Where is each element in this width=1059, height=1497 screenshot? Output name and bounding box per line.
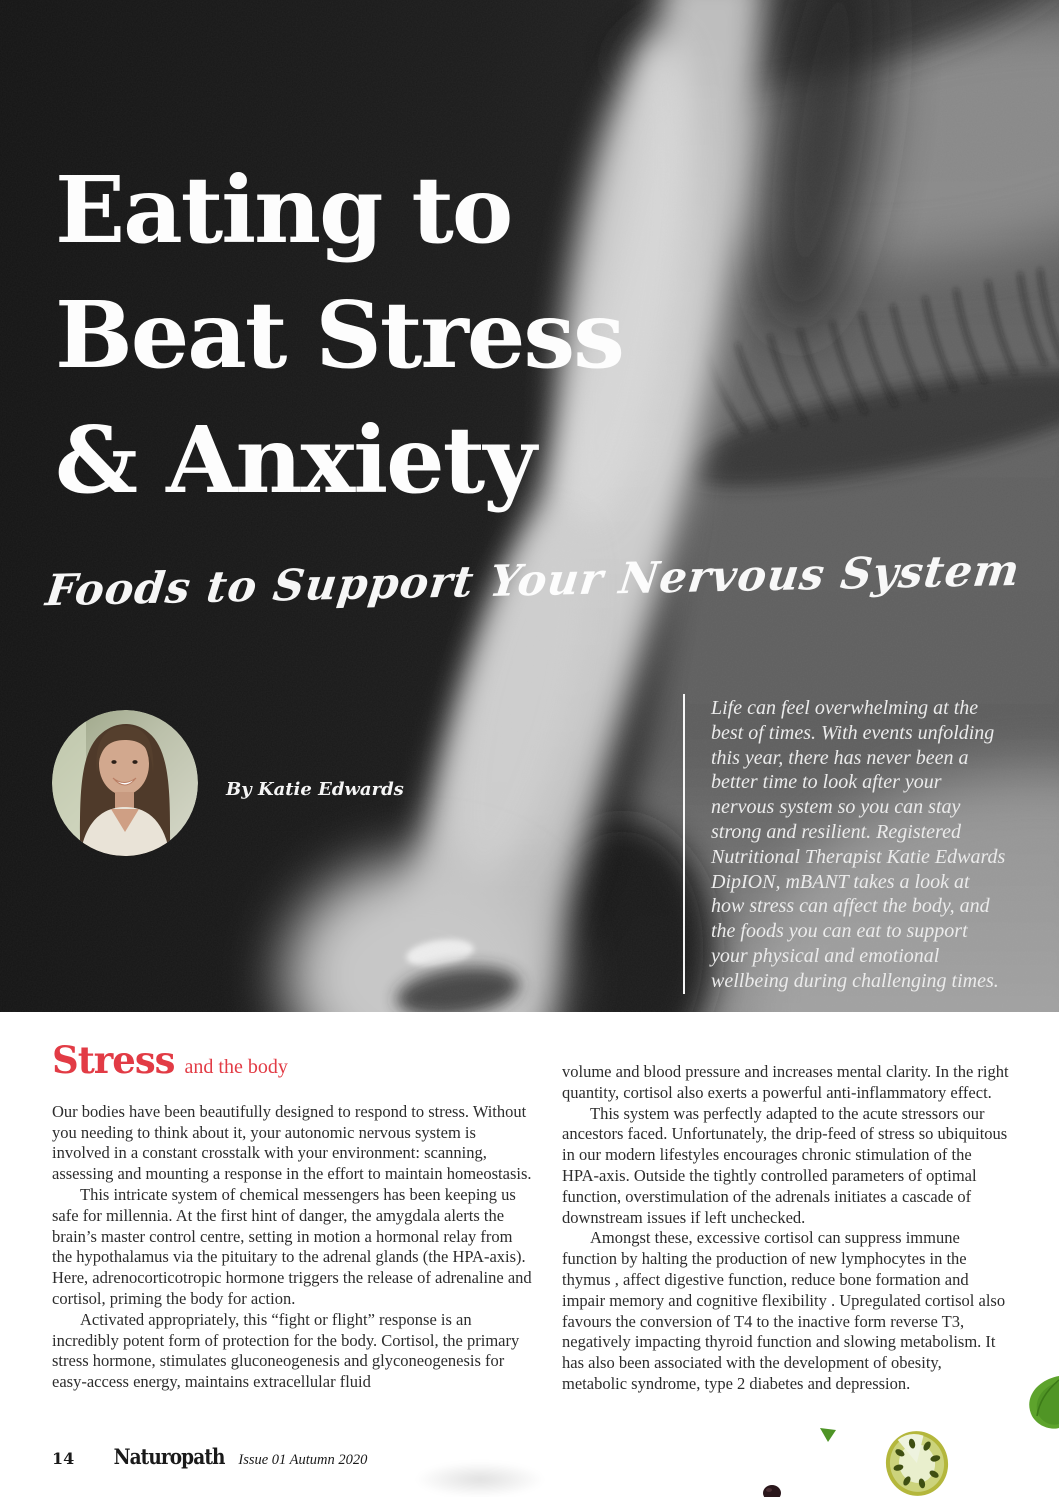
author-byline: By Katie Edwards bbox=[226, 779, 404, 800]
page-footer bbox=[52, 1444, 367, 1469]
title-line-1: Eating to bbox=[55, 156, 512, 264]
berry-image bbox=[762, 1485, 782, 1497]
body-paragraph: volume and blood pressure and increases mental clarity. In the right quantity, cortisol also exerts a powerful anti-inflammatory effect. bbox=[562, 1062, 1009, 1102]
title-line-3: & Anxiety bbox=[55, 406, 535, 514]
body-paragraph: Our bodies have been beautifully designed to respond to stress. Without you needing to think about it, your autonomic nervous system is involved in a constant crosstalk with your environment: scanning, assessing and mounting a response in the effort to maintain homeostasis. bbox=[52, 1101, 532, 1184]
basil-leaf-image bbox=[1025, 1376, 1059, 1430]
issue-label: Issue 01 Autumn 2020 bbox=[238, 1452, 368, 1468]
article-subtitle: Foods to Support Your Nervous System bbox=[43, 545, 1023, 617]
body-column-left bbox=[52, 1038, 532, 1393]
standfirst-text: Life can feel overwhelming at the best of times. With events unfolding this year, there has never been a better time to look after your nervous system so you can stay strong and resilient. Registered Nutritional Therapist Katie Edwards DipION, mBANT takes a look at how stress can affect the body, and the foods you can eat to support your physical and emotional wellbeing during challenging times. bbox=[711, 697, 1006, 992]
page-number: 14 bbox=[52, 1449, 75, 1468]
author-photo-image bbox=[52, 710, 198, 856]
kiwi-slice-image bbox=[877, 1423, 957, 1497]
body-paragraph: This intricate system of chemical messengers has been keeping us safe for millennia. At the first hint of danger, the amygdala alerts the brain’s master control centre, setting in motion a hormonal relay from the hypothalamus via the pituitary to the adrenal glands (the HPA-axis). Here, adrenocorticotropic hormone triggers the release of adrenaline and cortisol, priming the body for action. bbox=[52, 1184, 532, 1308]
section-heading bbox=[52, 1038, 532, 1082]
intro-standfirst bbox=[683, 694, 1007, 994]
section-heading-main: Stress bbox=[52, 1038, 175, 1082]
leaf-tip-image bbox=[818, 1428, 838, 1442]
body-paragraph: This system was perfectly adapted to the acute stressors our ancestors faced. Unfortunately, the drip-feed of stress so ubiquitous in our modern lifestyles encourages chronic stimulation of the HPA-axis. Outside the tightly controlled parameters of optimal function, overstimulation of the adrenals initiates a cascade of downstream issues if left unchecked. bbox=[562, 1103, 1008, 1227]
body-paragraph: Activated appropriately, this “fight or flight” response is an incredibly potent form of protection for the body. Cortisol, the primary stress hormone, stimulates gluconeogenesis and glyconeogenesis for easy-access energy, maintains extracellular fluid bbox=[52, 1309, 520, 1392]
section-heading-sub: and the body bbox=[184, 1056, 288, 1078]
magazine-name: Naturopath bbox=[113, 1444, 225, 1469]
photo-shadow bbox=[415, 1462, 545, 1497]
body-column-right bbox=[562, 1062, 1010, 1395]
body-paragraph: Amongst these, excessive cortisol can suppress immune function by halting the production of new lymphocytes in the thymus , affect digestive function, reduce bone formation and impair memory and cognitive flexibility . Upregulated cortisol also favours the conversion of T4 to the inactive form reverse T3, negatively impacting thyroid function and slowing metabolism. It has also been associated with the development of obesity, metabolic syndrome, type 2 diabetes and depression. bbox=[562, 1228, 1006, 1393]
article-title bbox=[55, 148, 623, 523]
title-line-2: Beat Stress bbox=[55, 281, 623, 389]
author-avatar bbox=[52, 710, 198, 856]
